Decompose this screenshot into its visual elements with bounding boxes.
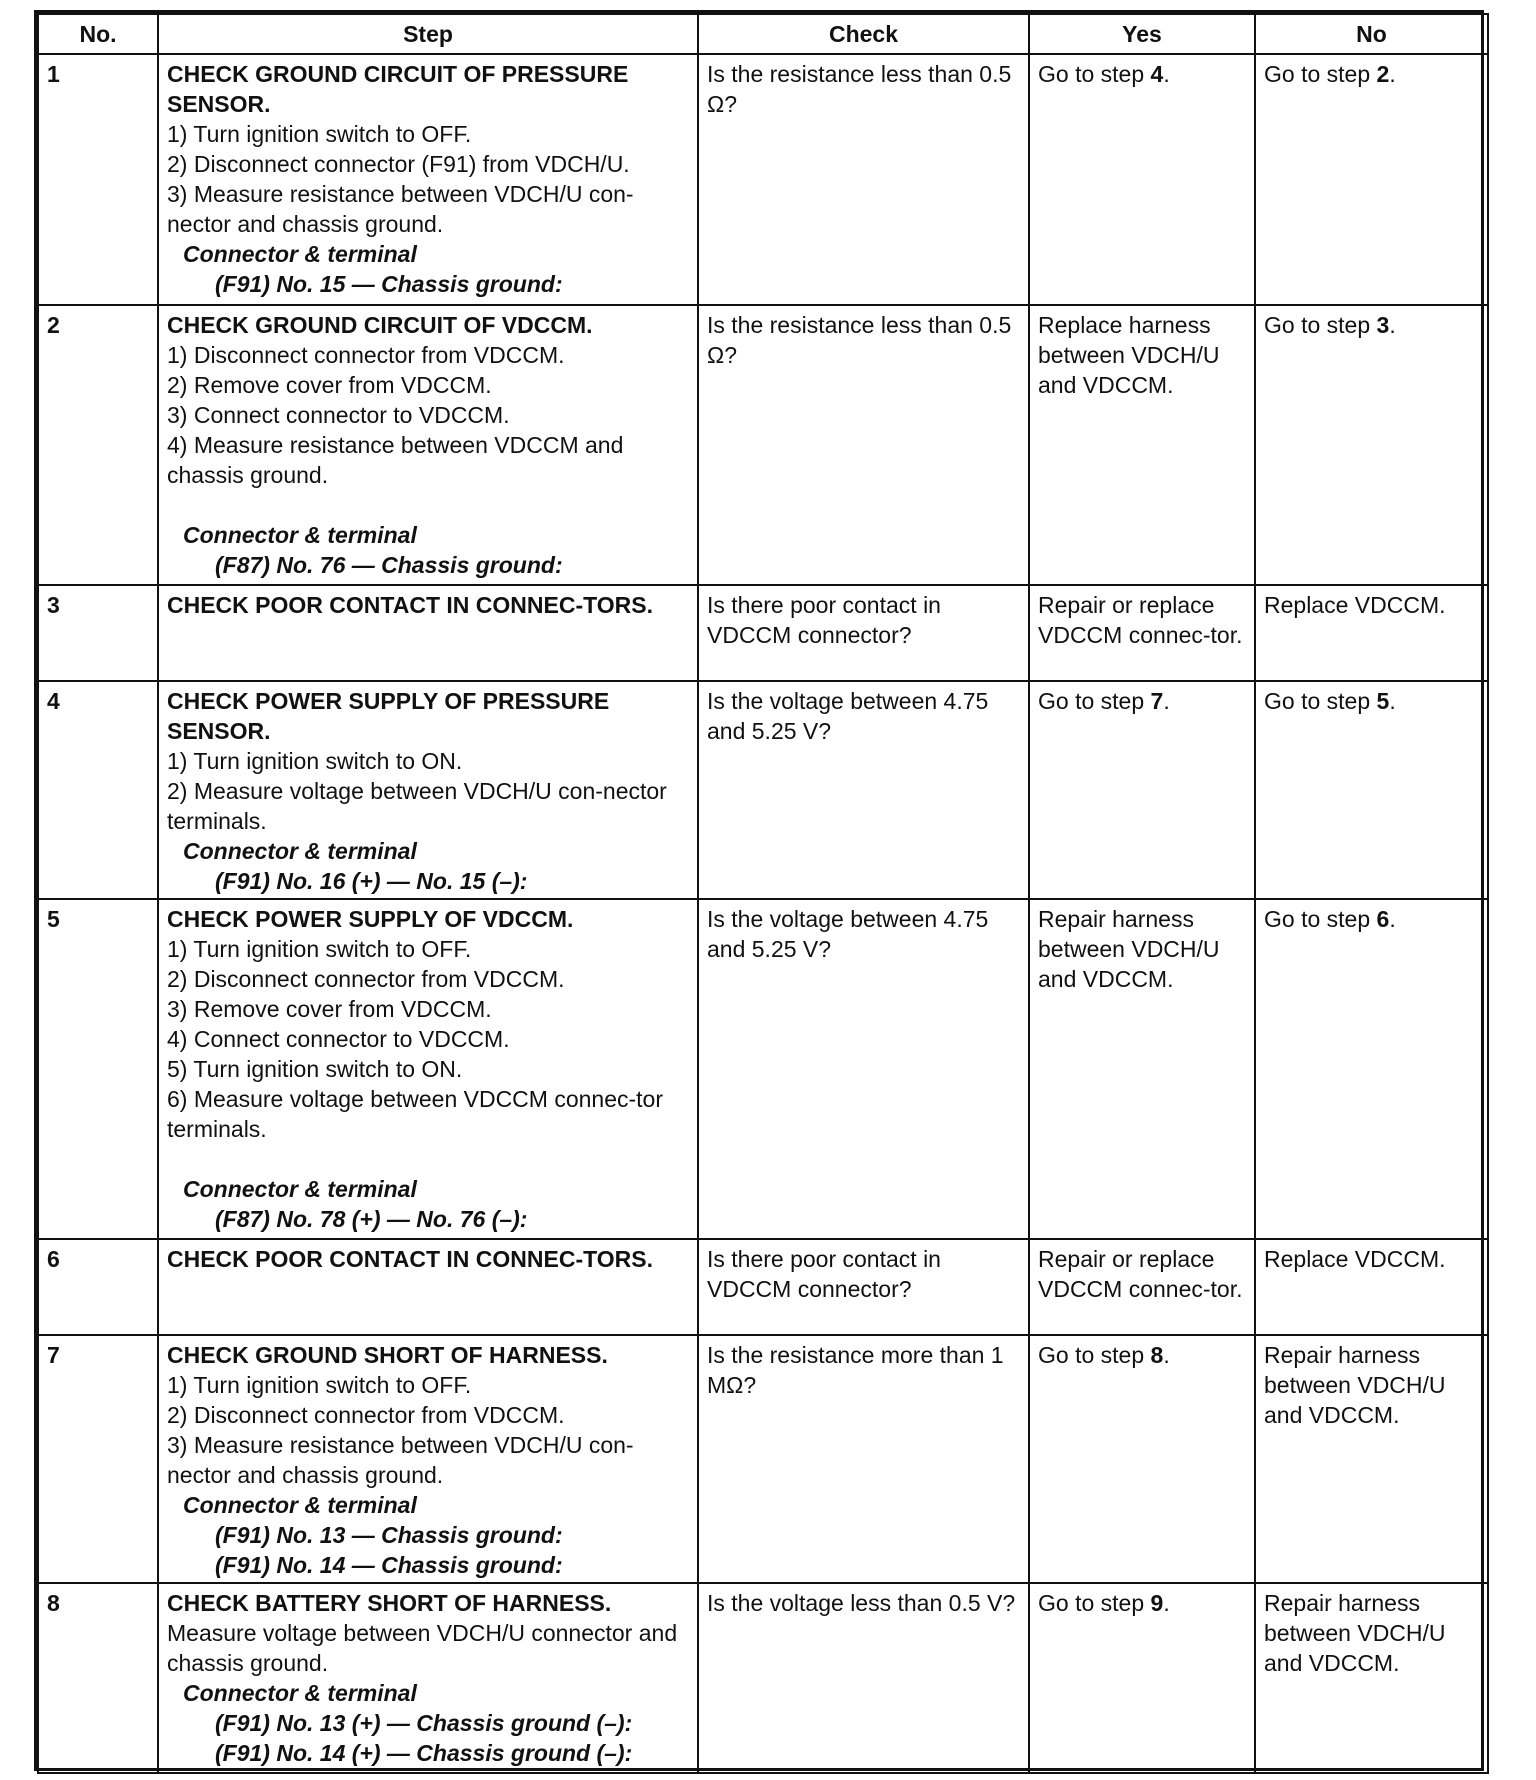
no-cell <box>1255 681 1488 899</box>
connector-terminal-value: (F91) No. 14 — Chassis ground: <box>215 1552 563 1578</box>
step-instruction: 3) Connect connector to VDCCM. <box>167 402 510 428</box>
yes-cell <box>1029 54 1255 305</box>
step-instruction: 2) Measure voltage between VDCH/U con-nector terminals. <box>167 778 667 834</box>
yes-step-ref: 9 <box>1150 1590 1164 1616</box>
step-instruction: 3) Measure resistance between VDCH/U con-nector and chassis ground. <box>167 1432 634 1488</box>
step-number: 2 <box>38 305 158 585</box>
step-title: CHECK GROUND CIRCUIT OF VDCCM. <box>167 312 593 338</box>
spacer <box>167 490 689 520</box>
connector-terminal-value: (F87) No. 78 (+) — No. 76 (–): <box>215 1206 528 1232</box>
yes-step-ref: 7 <box>1150 688 1164 714</box>
step-title: CHECK POOR CONTACT IN CONNEC-TORS. <box>167 1246 653 1272</box>
connector-terminal-label: Connector & terminal <box>183 1176 417 1202</box>
step-cell <box>158 681 698 899</box>
connector-terminal-label: Connector & terminal <box>183 522 417 548</box>
no-cell <box>1255 305 1488 585</box>
step-instruction: 4) Measure resistance between VDCCM and chassis ground. <box>167 432 624 488</box>
yes-text: Go to step <box>1038 61 1151 87</box>
step-instruction: 2) Disconnect connector from VDCCM. <box>167 966 565 992</box>
step-number: 7 <box>38 1335 158 1583</box>
connector-terminal-label: Connector & terminal <box>183 1492 417 1518</box>
step-title: CHECK POWER SUPPLY OF VDCCM. <box>167 906 574 932</box>
no-cell: Repair harness between VDCH/U and VDCCM. <box>1255 1335 1488 1583</box>
step-instruction: 3) Remove cover from VDCCM. <box>167 996 492 1022</box>
step-instruction: Measure voltage between VDCH/U connector and chassis ground. <box>167 1620 678 1676</box>
table-row <box>38 1239 1488 1335</box>
yes-text: Go to step <box>1038 1590 1151 1616</box>
yes-text: Go to step <box>1038 1342 1151 1368</box>
yes-text: Go to step <box>1038 688 1151 714</box>
step-instruction: 4) Connect connector to VDCCM. <box>167 1026 510 1052</box>
header-check: Check <box>698 14 1029 54</box>
yes-cell <box>1029 681 1255 899</box>
diagnostic-table-sheet <box>34 10 1484 1771</box>
table-row <box>38 305 1488 585</box>
step-instruction: 1) Turn ignition switch to OFF. <box>167 1372 472 1398</box>
yes-cell: Repair or replace VDCCM connec-tor. <box>1029 585 1255 681</box>
step-cell <box>158 54 698 305</box>
no-step-ref: 2 <box>1376 61 1390 87</box>
step-instruction: 3) Measure resistance between VDCH/U con-nector and chassis ground. <box>167 181 634 237</box>
step-instruction: 2) Disconnect connector (F91) from VDCH/U. <box>167 151 630 177</box>
step-instruction: 1) Turn ignition switch to OFF. <box>167 121 472 147</box>
connector-terminal-label: Connector & terminal <box>183 241 417 267</box>
connector-terminal-value: (F91) No. 14 (+) — Chassis ground (–): <box>215 1740 633 1766</box>
step-title: CHECK POOR CONTACT IN CONNEC-TORS. <box>167 592 653 618</box>
step-instruction: 2) Disconnect connector from VDCCM. <box>167 1402 565 1428</box>
step-title: CHECK POWER SUPPLY OF PRESSURE SENSOR. <box>167 688 610 744</box>
yes-cell <box>1029 1583 1255 1773</box>
step-instruction: 2) Remove cover from VDCCM. <box>167 372 492 398</box>
step-number: 1 <box>38 54 158 305</box>
yes-end: . <box>1163 61 1170 87</box>
connector-terminal-value: (F91) No. 16 (+) — No. 15 (–): <box>215 868 528 894</box>
step-cell <box>158 585 698 681</box>
no-text: Go to step <box>1264 688 1377 714</box>
diagnostic-table <box>37 13 1489 1774</box>
connector-terminal-value: (F87) No. 76 — Chassis ground: <box>215 552 563 578</box>
header-yes: Yes <box>1029 14 1255 54</box>
no-end: . <box>1389 688 1396 714</box>
step-cell <box>158 1583 698 1773</box>
step-instruction: 5) Turn ignition switch to ON. <box>167 1056 463 1082</box>
spacer <box>167 1144 689 1174</box>
check-cell: Is the voltage less than 0.5 V? <box>698 1583 1029 1773</box>
yes-cell: Repair or replace VDCCM connec-tor. <box>1029 1239 1255 1335</box>
step-number: 8 <box>38 1583 158 1773</box>
no-step-ref: 3 <box>1376 312 1390 338</box>
step-instruction: 1) Turn ignition switch to OFF. <box>167 936 472 962</box>
yes-cell: Replace harness between VDCH/U and VDCCM. <box>1029 305 1255 585</box>
header-no-result: No <box>1255 14 1488 54</box>
no-text: Go to step <box>1264 312 1377 338</box>
no-text: Go to step <box>1264 906 1377 932</box>
table-row <box>38 585 1488 681</box>
step-title: CHECK GROUND SHORT OF HARNESS. <box>167 1342 608 1368</box>
no-step-ref: 6 <box>1376 906 1390 932</box>
step-instruction: 1) Disconnect connector from VDCCM. <box>167 342 565 368</box>
no-cell: Replace VDCCM. <box>1255 1239 1488 1335</box>
no-text: Go to step <box>1264 61 1377 87</box>
no-end: . <box>1389 312 1396 338</box>
step-cell <box>158 305 698 585</box>
header-step: Step <box>158 14 698 54</box>
yes-end: . <box>1163 688 1170 714</box>
connector-terminal-value: (F91) No. 13 — Chassis ground: <box>215 1522 563 1548</box>
no-cell <box>1255 899 1488 1239</box>
no-end: . <box>1389 906 1396 932</box>
no-cell: Replace VDCCM. <box>1255 585 1488 681</box>
step-number: 6 <box>38 1239 158 1335</box>
check-cell: Is the resistance more than 1 MΩ? <box>698 1335 1029 1583</box>
check-cell: Is the voltage between 4.75 and 5.25 V? <box>698 899 1029 1239</box>
check-cell: Is the resistance less than 0.5 Ω? <box>698 305 1029 585</box>
yes-cell: Repair harness between VDCH/U and VDCCM. <box>1029 899 1255 1239</box>
step-cell <box>158 899 698 1239</box>
header-no: No. <box>38 14 158 54</box>
step-cell <box>158 1239 698 1335</box>
step-title: CHECK GROUND CIRCUIT OF PRESSURE SENSOR. <box>167 61 629 117</box>
check-cell: Is the voltage between 4.75 and 5.25 V? <box>698 681 1029 899</box>
yes-end: . <box>1163 1590 1170 1616</box>
no-step-ref: 5 <box>1376 688 1390 714</box>
no-end: . <box>1389 61 1396 87</box>
connector-terminal-value: (F91) No. 13 (+) — Chassis ground (–): <box>215 1710 633 1736</box>
step-cell <box>158 1335 698 1583</box>
yes-cell <box>1029 1335 1255 1583</box>
yes-end: . <box>1163 1342 1170 1368</box>
step-number: 3 <box>38 585 158 681</box>
no-cell <box>1255 54 1488 305</box>
connector-terminal-label: Connector & terminal <box>183 838 417 864</box>
yes-step-ref: 4 <box>1150 61 1164 87</box>
check-cell: Is there poor contact in VDCCM connector? <box>698 1239 1029 1335</box>
step-number: 5 <box>38 899 158 1239</box>
no-cell: Repair harness between VDCH/U and VDCCM. <box>1255 1583 1488 1773</box>
step-number: 4 <box>38 681 158 899</box>
step-title: CHECK BATTERY SHORT OF HARNESS. <box>167 1590 612 1616</box>
table-row <box>38 899 1488 1239</box>
check-cell: Is the resistance less than 0.5 Ω? <box>698 54 1029 305</box>
yes-step-ref: 8 <box>1150 1342 1164 1368</box>
table-row <box>38 1335 1488 1583</box>
step-instruction: 6) Measure voltage between VDCCM connec-tor terminals. <box>167 1086 664 1142</box>
table-row <box>38 681 1488 899</box>
table-row <box>38 54 1488 305</box>
connector-terminal-value: (F91) No. 15 — Chassis ground: <box>215 271 563 297</box>
connector-terminal-label: Connector & terminal <box>183 1680 417 1706</box>
header-row <box>38 14 1488 54</box>
table-row <box>38 1583 1488 1773</box>
check-cell: Is there poor contact in VDCCM connector? <box>698 585 1029 681</box>
step-instruction: 1) Turn ignition switch to ON. <box>167 748 463 774</box>
